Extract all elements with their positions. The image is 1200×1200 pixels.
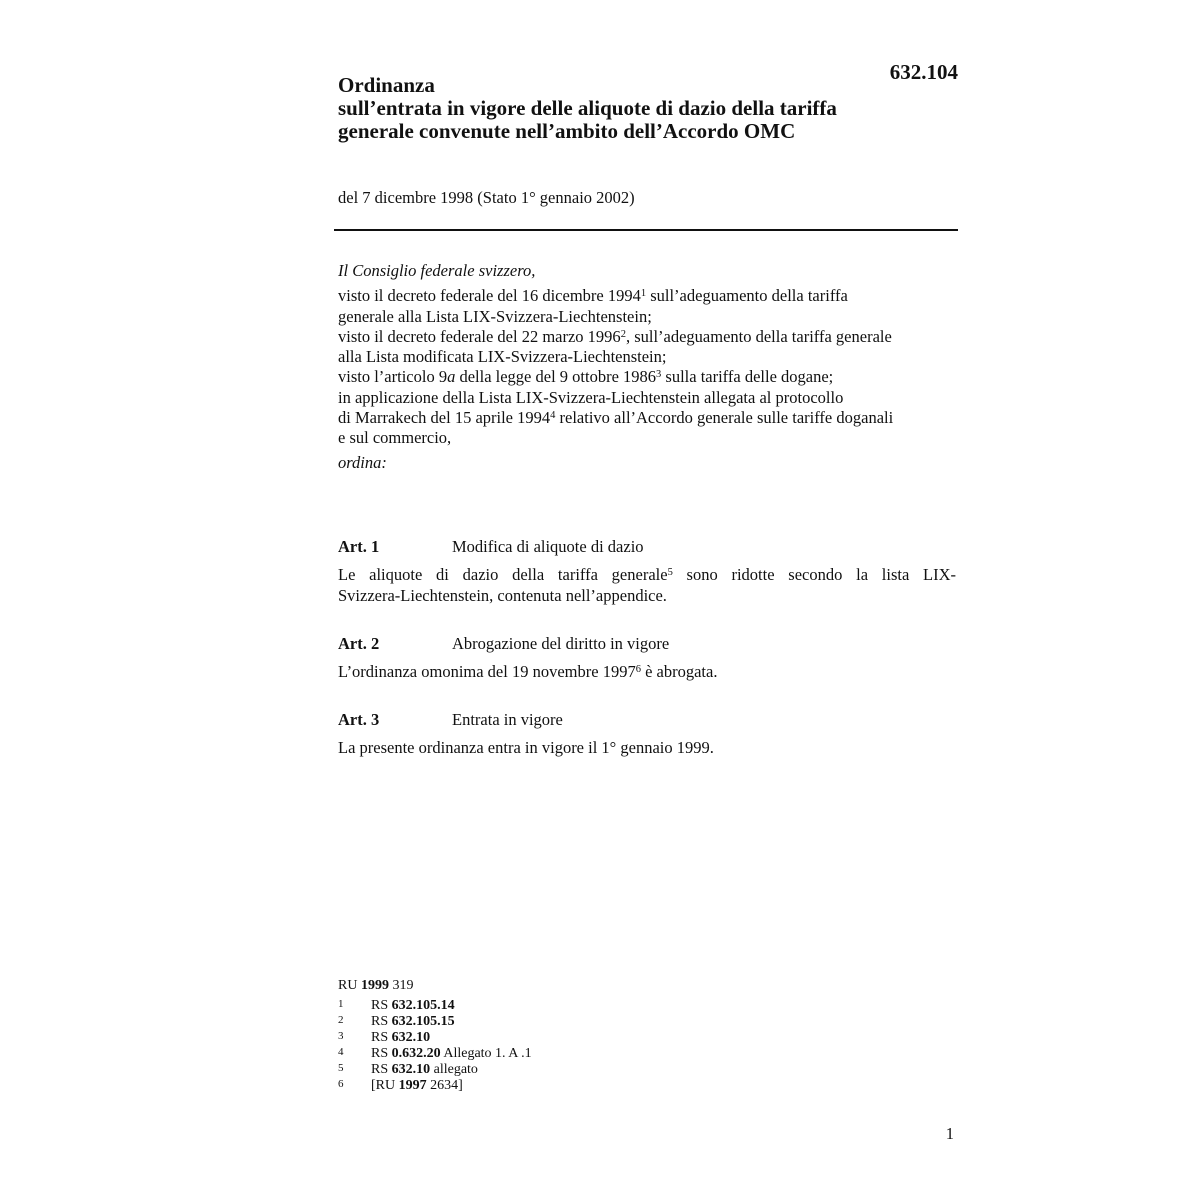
footnote-ref[interactable]: 5 bbox=[667, 567, 673, 579]
preamble-line: generale alla Lista LIX-Svizzera-Liechtenstein; bbox=[338, 306, 652, 326]
article-3 bbox=[338, 710, 956, 759]
footnote-ref[interactable]: 3 bbox=[656, 369, 662, 381]
article-heading bbox=[338, 710, 956, 730]
article-text: La presente ordinanza entra in vigore il 1° gennaio 1999. bbox=[338, 738, 714, 758]
article-1 bbox=[338, 537, 956, 606]
footnotes bbox=[338, 978, 758, 1094]
preamble-line: alla Lista modificata LIX-Svizzera-Liechtenstein; bbox=[338, 347, 667, 367]
footnote-item: 3 RS 632.10 bbox=[338, 1030, 431, 1045]
sr-number: 632.104 bbox=[889, 60, 958, 84]
article-number: Art. 3 bbox=[338, 710, 380, 729]
footnote-ref[interactable]: 6 bbox=[635, 664, 641, 676]
article-heading bbox=[338, 537, 956, 557]
preamble-line: in applicazione della Lista LIX-Svizzera-Liechtenstein allegata al protocollo bbox=[338, 387, 844, 407]
preamble-line: visto l’articolo 9a della legge del 9 ottobre 1986$^3$ sulla tariffa delle dogane; bbox=[338, 367, 834, 387]
preamble-authority: Il Consiglio federale svizzero, bbox=[338, 261, 536, 280]
preamble-line: di Marrakech del 15 aprile 1994$^4$ relativo all’Accordo generale sulle tariffe doganali bbox=[338, 408, 894, 428]
footnote-ref[interactable]: 1 bbox=[640, 288, 647, 300]
article-text: L’ordinanza omonima del 19 novembre 1997$^6$ è abrogata. bbox=[338, 662, 718, 682]
document-date-status: del 7 dicembre 1998 (Stato 1° gennaio 2002) bbox=[338, 188, 635, 207]
title-line-2: sull’entrata in vigore delle aliquote di dazio della tariffa bbox=[338, 96, 837, 120]
article-heading bbox=[338, 634, 956, 654]
article-title: Entrata in vigore bbox=[452, 710, 563, 729]
article-number: Art. 2 bbox=[338, 634, 380, 653]
title-line-1: Ordinanza bbox=[338, 73, 435, 97]
title-divider bbox=[334, 229, 958, 231]
article-title: Abrogazione del diritto in vigore bbox=[452, 634, 670, 653]
article-text: Le aliquote di dazio della tariffa generale$^5$ sono ridotte secondo la lista LIX- Svizzera-Liechtenstein, contenuta nell’appendice. bbox=[338, 565, 957, 605]
page-number: 1 bbox=[945, 1124, 954, 1143]
document-title bbox=[338, 74, 938, 143]
footnote-item: 4 RS 0.632.20 Allegato 1. A .1 bbox=[338, 1046, 532, 1061]
publication-reference: RU 1999 319 bbox=[338, 978, 414, 993]
preamble-line: visto il decreto federale del 22 marzo 1996$^2$, sull’adeguamento della tariffa generale bbox=[338, 326, 892, 346]
footnote-ref[interactable]: 4 bbox=[550, 410, 556, 422]
preamble-ordina: ordina: bbox=[338, 452, 387, 472]
article-2 bbox=[338, 634, 956, 683]
preamble-line: visto il decreto federale del 16 dicembre 1994$^1$ sull’adeguamento della tariffa bbox=[338, 286, 848, 306]
footnote-item: 6 [RU 1997 2634] bbox=[338, 1078, 463, 1093]
title-line-3: generale convenute nell’ambito dell’Accordo OMC bbox=[338, 119, 796, 143]
preamble-line: e sul commercio, bbox=[338, 428, 452, 448]
footnote-item: 2 RS 632.105.15 bbox=[338, 1014, 455, 1029]
preamble bbox=[338, 261, 956, 473]
article-title: Modifica di aliquote di dazio bbox=[452, 537, 644, 556]
footnote-ref[interactable]: 2 bbox=[620, 328, 626, 340]
footnote-item: 1 RS 632.105.14 bbox=[338, 998, 455, 1013]
footnote-item: 5 RS 632.10 allegato bbox=[338, 1062, 478, 1077]
article-number: Art. 1 bbox=[338, 537, 380, 556]
